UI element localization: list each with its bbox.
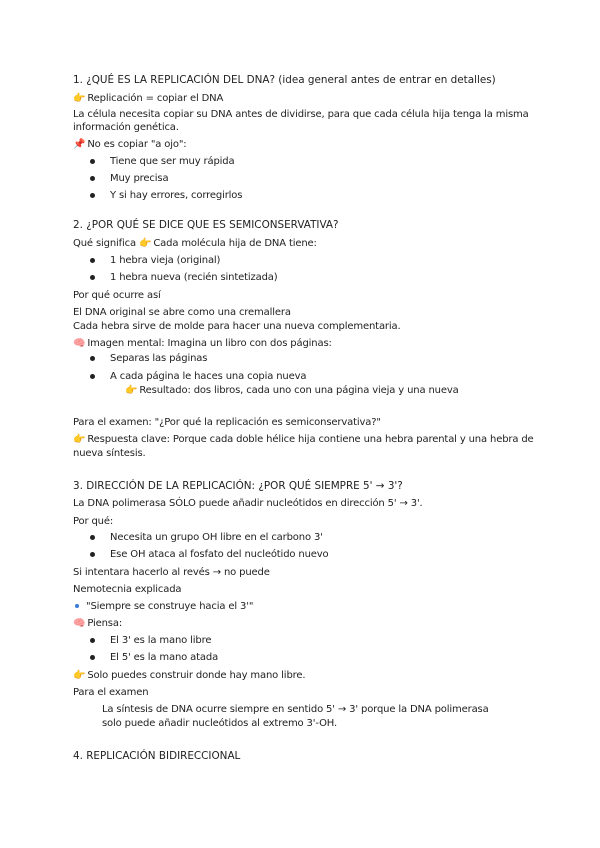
s2-bullet2-2: A cada página le haces una copia nueva — [110, 371, 307, 382]
s2-meaning: Qué significa 👉 Cada molécula hija de DNA tiene: — [73, 238, 317, 249]
bullet-dot — [90, 176, 95, 181]
s2-result: 👉 Resultado: dos libros, cada uno con una página vieja y una nueva — [125, 385, 459, 396]
s2-bullet2-1: Separas las páginas — [110, 353, 208, 364]
bullet-dot — [90, 275, 95, 280]
s1-bullet-3: Y si hay errores, corregirlos — [110, 190, 243, 201]
s3-bullet-2: Ese OH ataca al fosfato del nucleótido nuevo — [110, 549, 329, 560]
bullet-dot — [90, 374, 95, 379]
s3-exam: Para el examen — [73, 687, 149, 698]
section-3-title: 3. DIRECCIÓN DE LA REPLICACIÓN: ¿POR QUÉ SIEMPRE 5' → 3'? — [73, 480, 403, 492]
bullet-dot — [90, 193, 95, 198]
s1-line3: información genética. — [73, 122, 179, 133]
bullet-dot — [90, 356, 95, 361]
s1-line1: 👉 Replicación = copiar el DNA — [73, 93, 224, 104]
s3-think: 🧠 Piensa: — [73, 618, 123, 629]
s2-bullet-2: 1 hebra nueva (recién sintetizada) — [110, 272, 278, 283]
s2-mental: 🧠 Imagen mental: Imagina un libro con dos páginas: — [73, 338, 332, 349]
s3-only: 👉 Solo puedes construir donde hay mano libre. — [73, 670, 306, 681]
s3-ex1: La síntesis de DNA ocurre siempre en sentido 5' → 3' porque la DNA polimerasa — [102, 704, 489, 715]
s3-bullet-1: Necesita un grupo OH libre en el carbono 3' — [110, 532, 323, 543]
pointing-hand-icon: 👉 — [73, 670, 86, 681]
pointing-hand-icon: 👉 — [125, 385, 138, 396]
s3-why: Por qué: — [73, 516, 114, 527]
section-4-title: 4. REPLICACIÓN BIDIRECCIONAL — [73, 750, 241, 762]
s2-bullet-1: 1 hebra vieja (original) — [110, 255, 221, 266]
s3-bullet2-2: El 5' es la mano atada — [110, 652, 219, 663]
bullet-dot — [90, 655, 95, 660]
s2-why2: Cada hebra sirve de molde para hacer una nueva complementaria. — [73, 321, 401, 332]
s3-ex2: solo puede añadir nucleótidos al extremo 3'-OH. — [102, 718, 338, 729]
s3-rev: Si intentara hacerlo al revés → no puede — [73, 567, 270, 578]
s2-answer1: 👉 Respuesta clave: Porque cada doble hélice hija contiene una hebra parental y una hebra de — [73, 434, 534, 445]
blue-dot-icon — [75, 604, 79, 608]
bullet-dot — [90, 159, 95, 164]
section-2-title: 2. ¿POR QUÉ SE DICE QUE ES SEMICONSERVATIVA? — [73, 219, 339, 231]
section-1-title: 1. ¿QUÉ ES LA REPLICACIÓN DEL DNA? (idea general antes de entrar en detalles) — [73, 74, 496, 86]
s3-quote: "Siempre se construye hacia el 3'" — [86, 601, 254, 612]
s2-why: Por qué ocurre así — [73, 290, 161, 301]
brain-icon: 🧠 — [73, 618, 86, 629]
s1-line2: La célula necesita copiar su DNA antes de dividirse, para que cada célula hija tenga la misma — [73, 109, 529, 120]
s3-mnemo: Nemotecnia explicada — [73, 584, 182, 595]
bullet-dot — [90, 535, 95, 540]
bullet-dot — [90, 638, 95, 643]
pointing-hand-icon: 👉 — [139, 238, 152, 249]
s1-line4: 📌 No es copiar "a ojo": — [73, 139, 187, 150]
s1-bullet-2: Muy precisa — [110, 173, 169, 184]
pointing-hand-icon: 👉 — [73, 93, 86, 104]
bullet-dot — [90, 258, 95, 263]
bullet-dot — [90, 552, 95, 557]
s2-why1: El DNA original se abre como una cremallera — [73, 307, 291, 318]
brain-icon: 🧠 — [73, 338, 86, 349]
pushpin-icon: 📌 — [73, 139, 86, 150]
s3-line1: La DNA polimerasa SÓLO puede añadir nucleótidos en dirección 5' → 3'. — [73, 498, 423, 509]
pointing-hand-icon: 👉 — [73, 434, 86, 445]
s2-exam: Para el examen: "¿Por qué la replicación es semiconservativa?" — [73, 417, 381, 428]
s1-bullet-1: Tiene que ser muy rápida — [110, 156, 235, 167]
s3-bullet2-1: El 3' es la mano libre — [110, 635, 212, 646]
s2-answer2: nueva síntesis. — [73, 448, 146, 459]
